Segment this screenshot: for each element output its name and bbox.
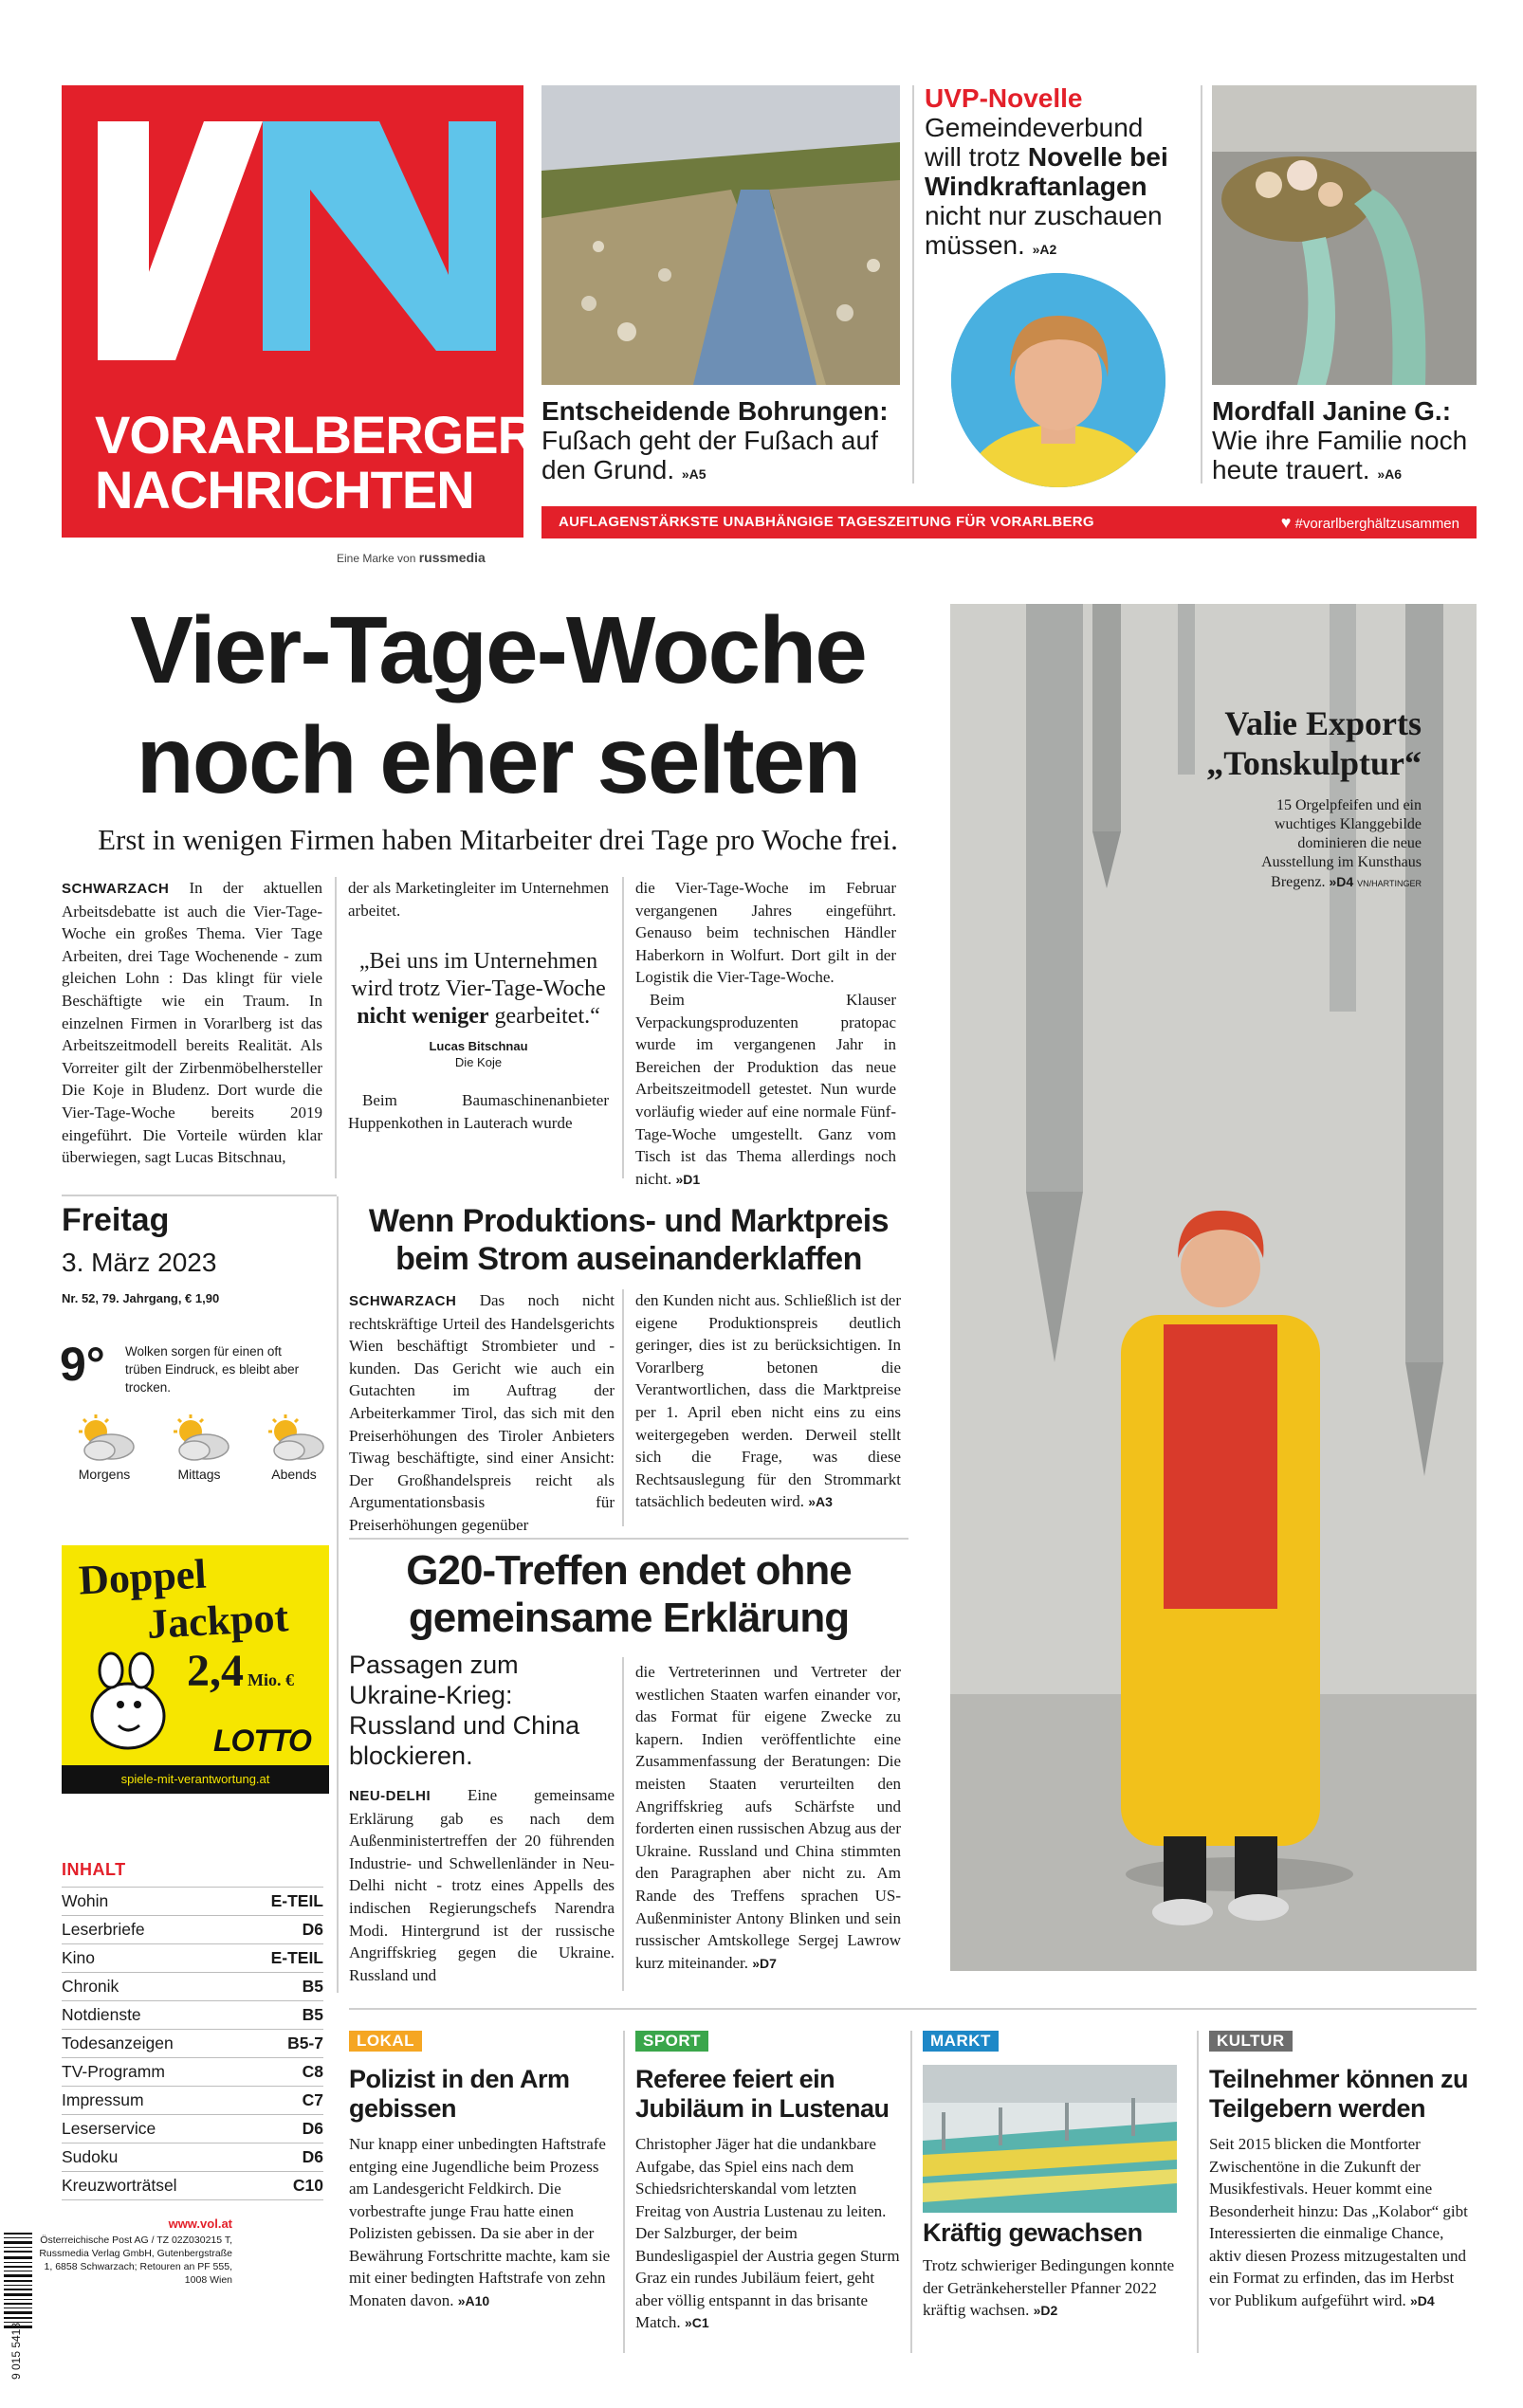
tag-lokal[interactable]: LOKAL <box>349 2031 422 2052</box>
photo-credit: VN/HARTINGER <box>1357 879 1422 888</box>
tagline-bar <box>541 506 1477 538</box>
wreath-illustration <box>1212 85 1477 385</box>
g20-subhead: Passagen zum Ukraine-Krieg: Russland und China blockieren. <box>349 1651 580 1770</box>
strom-col-1 <box>349 1289 615 1537</box>
lokal-ref: »A10 <box>457 2292 490 2308</box>
inhalt-label: Leserservice <box>62 2119 156 2138</box>
sun-cloud-icon <box>166 1413 232 1462</box>
imprint-text: Österreichische Post AG / TZ 02Z030215 T, Russmedia Verlag GmbH, Gutenbergstraße 1, 6858 Schwarzach; Retouren an PF 555, 1008 Wien <box>39 2235 232 2286</box>
lead-col-1-text: In der aktuellen Arbeitsdebatte ist auch die Vier-Tage-Woche ein großes Thema. Vier Tage Arbeiten, drei Tage Wochenende - zum gleichen Lohn : Das klingt für viele Beschäftigte wie ein Traum. In einzelnen Firmen in Vorarlberg ist das Arbeitszeitmodell bereits Realität. Als Vorreiter gilt der Zirbenmöbelhersteller Die Koje in Bludenz. Dort wurde die Vier-Tage-Woche bereits 2019 eingeführt. Die Vorteile würden klar überwiegen, sagt Lucas Bitschnau, <box>62 879 322 1167</box>
inhalt-label: Notdienste <box>62 2005 141 2024</box>
inhalt-row[interactable] <box>62 2001 323 2030</box>
weather-morning <box>62 1413 147 1482</box>
lead-col-3b-text: Beim Klauser Verpackungsproduzenten pratopac wurde im vergangenen Jahr in Bereichen der Produktion das neue Arbeitszeitmodell getestet. Nun wurde vorläufig wieder auf eine normale Fünf-Tage-Woche umgestellt. Ganz vom Tisch ist das Thema allerdings noch nicht. <box>635 990 896 1188</box>
lead-dateline: SCHWARZACH <box>62 881 170 897</box>
lokal-title[interactable]: Polizist in den Arm gebissen <box>349 2065 570 2123</box>
weather-midday <box>156 1413 242 1482</box>
tag-kultur[interactable]: KULTUR <box>1209 2031 1293 2052</box>
inhalt-row[interactable] <box>62 2058 323 2087</box>
divider <box>622 877 624 1178</box>
date-weekday: Freitag <box>62 1202 170 1238</box>
inhalt-row[interactable] <box>62 2143 323 2172</box>
hashtag[interactable] <box>1281 513 1459 533</box>
inhalt-row[interactable] <box>62 1973 323 2001</box>
weather-slot-label: Abends <box>271 1467 317 1482</box>
inhalt-page: B5-7 <box>287 2034 323 2052</box>
g20-col-2-text: die Vertreterinnen und Vertreter der westlichen Staaten warfen einander vor, das Format für eigene Zwecke zu kapern. Indien veröffentlichte eine Zusammenfassung der Beratungen: Die meisten Staaten verurteilten den Angriffskrieg aufs Schärfste und forderten einen russischen Abzug aus der Ukraine. Russland und China stimmten den Paragraphen aber nicht zu. Am Rande des Treffens sprachen US-Außenminister Antony Blinken und sein russischer Amtskollege Sergej Lawrow kurz miteinander. <box>635 1663 901 1972</box>
teaser-fussach[interactable] <box>541 396 900 489</box>
brand-note <box>337 550 486 565</box>
markt-title[interactable]: Kräftig gewachsen <box>923 2218 1143 2247</box>
divider <box>622 1657 624 1991</box>
bottling-illustration <box>923 2065 1177 2213</box>
weather-slot-label: Morgens <box>78 1467 131 1482</box>
lead-subhead: Erst in wenigen Firmen haben Mitarbeiter drei Tage pro Woche frei. <box>98 823 898 856</box>
lead-col-3b <box>635 989 896 1191</box>
inhalt-label: Kino <box>62 1948 96 1967</box>
teaser-uvp[interactable] <box>925 83 1183 265</box>
issue-info: Nr. 52, 79. Jahrgang, € 1,90 <box>62 1291 220 1305</box>
photo-tonskulptur[interactable] <box>950 604 1477 1971</box>
divider <box>349 1538 908 1540</box>
lokal-text <box>349 2133 616 2312</box>
inhalt-row[interactable] <box>62 1888 323 1916</box>
kultur-title[interactable]: Teilnehmer können zu Teilgebern werden <box>1209 2065 1469 2123</box>
quote-org: Die Koje <box>454 1055 503 1070</box>
inhalt-label: Todesanzeigen <box>62 2034 174 2052</box>
lokal-text-body: Nur knapp einer unbedingten Haftstrafe entging eine Jugendliche beim Prozess am Landesgericht Feldkirch. Die vorbestrafte junge Frau hatte einen Polizisten gebissen. Da sie aber in der Bewährung Fortschritte machte, kam sie mit einer bedingten Haftstrafe von zehn Monaten davon. <box>349 2135 611 2309</box>
divider <box>623 2031 625 2353</box>
teaser-uvp-text-a: Gemeindeverbund will trotz <box>925 113 1144 172</box>
g20-col-2 <box>635 1661 901 1975</box>
inhalt-row[interactable] <box>62 2115 323 2143</box>
quote-bold: nicht weniger <box>357 1004 489 1030</box>
portrait-illustration <box>951 273 1165 487</box>
quote-author: Lucas Bitschnau <box>429 1039 528 1054</box>
teaser-fussach-ref: »A5 <box>681 466 706 482</box>
lead-headline-1: Vier-Tage-Woche <box>130 597 866 703</box>
strom-col-2-text: den Kunden nicht aus. Schließlich ist der eigene Produktionspreis deutlich geringer, dies ist zu berücksichtigen. In Vorarlberg betonen die Verantwortlichen, dass die Marktpreise per 1. April eben nicht eins zu eins weitergegeben werden. Derweil stellt sich die Frage, was diese Rechtsauslegung für den Strommarkt tatsächlich bedeuten wird. <box>635 1291 901 1511</box>
inhalt-label: Sudoku <box>62 2147 119 2166</box>
divider <box>335 877 337 1178</box>
photo-memorial-wreath[interactable] <box>1212 85 1477 385</box>
inhalt-label: Chronik <box>62 1977 119 1996</box>
divider <box>912 85 914 483</box>
divider <box>1201 85 1202 483</box>
teaser-mordfall[interactable] <box>1212 396 1477 489</box>
teaser-mordfall-ref: »A6 <box>1377 466 1403 482</box>
divider <box>337 1196 339 1993</box>
teaser-uvp-ref: »A2 <box>1032 242 1057 257</box>
lead-col-3-text: die Vier-Tage-Woche im Februar vergangenen Jahres eingeführt. Genauso beim technischen Händler Haberkorn in Wolfurt. Dort gilt in der Logistik die Vier-Tage-Woche. <box>635 879 896 987</box>
lotto-brand: LOTTO <box>213 1724 311 1758</box>
teaser-uvp-bold: Novelle bei Windkraftanlagen <box>925 142 1168 201</box>
g20-dateline: NEU-DELHI <box>349 1788 431 1804</box>
inhalt-label: TV-Programm <box>62 2062 165 2081</box>
imprint-url[interactable]: www.vol.at <box>168 2216 232 2231</box>
inhalt-page: D6 <box>302 1920 323 1939</box>
inhalt-row[interactable] <box>62 1916 323 1944</box>
kultur-text-body: Seit 2015 blicken die Montforter Zwischentöne in die Zukunft der Musikfestivals. Heuer kommt eine Besonderheit hinzu: Das „Kolabor“ gibt Interessierten die einmalige Chance, aktiv diesen Prozess mitzugestalten und ein Format zu erfinden, das im Herbst vor Publikum aufgeführt wird. <box>1209 2135 1468 2309</box>
divider <box>910 2031 912 2353</box>
g20-headline[interactable] <box>349 1547 908 1642</box>
weather-slot-label: Mittags <box>177 1467 221 1482</box>
strom-col-1-text: Das noch nicht rechtskräftige Urteil des Handelsgerichts Wien beschäftigt Strombieter und -kunden. Das Gericht wie auch ein Gutachten im Auftrag der Arbeiterkammer Tirol, das sich mit den Preiserhöhungen des Tiroler Anbieters Tiwag beschäftigte, sind einer Ansicht: Der Großhandelspreis reicht als Argumentationsbasis für Preiserhöhungen gegenüber <box>349 1291 615 1534</box>
inhalt-page: C8 <box>302 2062 323 2081</box>
photo-markt-bottling[interactable] <box>923 2065 1177 2213</box>
inhalt-page: D6 <box>302 2119 323 2138</box>
lead-col-3 <box>635 877 896 1191</box>
photo-caption <box>1222 796 1422 893</box>
brand-note-prefix: Eine Marke von <box>337 552 416 565</box>
inhalt-label: Kreuzworträtsel <box>62 2176 177 2195</box>
quote-b: gearbeitet.“ <box>494 1004 600 1030</box>
photo-ref: »D4 <box>1329 874 1354 889</box>
lotto-amount-unit: Mio. € <box>248 1670 294 1689</box>
inhalt-page: C7 <box>302 2090 323 2109</box>
inhalt-title: INHALT <box>62 1860 126 1879</box>
sport-title[interactable]: Referee feiert ein Jubiläum in Lustenau <box>635 2065 890 2123</box>
tag-markt[interactable]: MARKT <box>923 2031 999 2052</box>
g20-headline-2: gemeinsame Erklärung <box>408 1595 850 1641</box>
inhalt-row[interactable] <box>62 1944 323 1973</box>
pull-quote <box>348 948 609 1031</box>
logo-line-1: VORARLBERGER <box>95 405 536 465</box>
divider <box>622 1289 624 1526</box>
photo-title <box>1206 703 1422 783</box>
markt-text <box>923 2254 1190 2323</box>
hashtag-text: #vorarlberghältzusammen <box>1294 516 1459 532</box>
g20-ref: »D7 <box>752 1955 777 1971</box>
lead-col-1 <box>62 877 322 1169</box>
inhalt-label: Wohin <box>62 1891 109 1910</box>
photo-title-2: „Tonskulptur“ <box>1206 744 1422 782</box>
lead-headline[interactable] <box>62 595 934 815</box>
lead-ref: »D1 <box>675 1171 701 1187</box>
g20-col-1 <box>349 1784 615 1986</box>
strom-headline-1: Wenn Produktions- und Marktpreis <box>368 1203 890 1239</box>
g20-col-1-text: Eine gemeinsame Erklärung gab es nach dem Außenministertreffen der 20 führenden Industrie- und Schwellenländer in Neu-Delhi nicht - trotz eines Appells des indischen Regierungschefs Narendra Modi. Hintergrund ist der russische Angriffskrieg gegen die Ukraine. Russland und <box>349 1786 615 1984</box>
sport-text-body: Christopher Jäger hat die undankbare Aufgabe, das Spiel eins nach dem Schiedsrichterskandal vom letzten Freitag von Austria Lustenau zu leiten. Der Salzburger, der beim Bundesligaspiel der Austria gegen Sturm Graz ein rundes Jubiläum feiert, geht aber völlig entspannt in das brisante Match. <box>635 2135 900 2331</box>
photo-title-1: Valie Exports <box>1224 704 1422 742</box>
creek-illustration <box>541 85 900 385</box>
brand-note-brand: russmedia <box>418 550 486 565</box>
lead-col-2 <box>348 877 609 1134</box>
kultur-text <box>1209 2133 1477 2312</box>
sport-ref: »C1 <box>684 2315 709 2330</box>
inhalt-page: B5 <box>302 2005 323 2024</box>
teaser-fussach-title: Entscheidende Bohrungen: <box>541 396 889 426</box>
date-full: 3. März 2023 <box>62 1248 217 1277</box>
inhalt-row[interactable] <box>62 2087 323 2115</box>
logo-line-2: NACHRICHTEN <box>95 460 474 520</box>
teaser-fussach-text: Fußach geht der Fußach auf den Grund. <box>541 426 878 484</box>
lotto-amount <box>187 1645 294 1697</box>
strom-headline[interactable] <box>349 1202 908 1278</box>
strom-ref: »A3 <box>808 1494 833 1510</box>
divider <box>349 2008 1477 2010</box>
portrait-circle[interactable] <box>951 273 1165 487</box>
teaser-uvp-text-b: nicht nur zuschauen müssen. <box>925 201 1163 260</box>
barcode-number: 9 015 5413 <box>9 2322 23 2381</box>
g20-headline-1: G20-Treffen endet ohne <box>406 1547 852 1594</box>
lotto-line-2: Jackpot <box>145 1594 290 1648</box>
divider <box>1197 2031 1199 2353</box>
lotto-mascot-icon <box>73 1650 182 1754</box>
weather-evening <box>251 1413 337 1482</box>
lead-headline-2: noch eher selten <box>136 707 860 813</box>
weather-icons <box>62 1413 337 1488</box>
strom-col-2 <box>635 1289 901 1514</box>
inhalt-label: Impressum <box>62 2090 144 2109</box>
markt-text-body: Trotz schwieriger Bedingungen konnte der Getränkehersteller Pfanner 2022 kräftig wachsen. <box>923 2256 1175 2319</box>
lead-col-2-bottom: Beim Baumaschinenanbieter Huppenkothen in Lauterach wurde <box>348 1091 609 1132</box>
tagline: AUFLAGENSTÄRKSTE UNABHÄNGIGE TAGESZEITUNG FÜR VORARLBERG <box>559 514 1094 530</box>
inhalt-page: B5 <box>302 1977 323 1996</box>
kultur-ref: »D4 <box>1410 2292 1435 2308</box>
inhalt-label: Leserbriefe <box>62 1920 145 1939</box>
divider <box>62 1195 337 1196</box>
heart-icon: ♥ <box>1280 513 1292 532</box>
teaser-mordfall-title: Mordfall Janine G.: <box>1212 396 1452 426</box>
quote-a: „Bei uns im Unternehmen wird trotz Vier-Tage-Woche <box>351 949 606 1002</box>
inhalt-row[interactable] <box>62 2172 323 2200</box>
teaser-mordfall-text: Wie ihre Familie noch heute trauert. <box>1212 426 1468 484</box>
photo-caption-text: 15 Orgelpfeifen und ein wuchtiges Klanggebilde dominieren die neue Ausstellung im Kunsthaus Bregenz. <box>1261 797 1422 890</box>
photo-fussach-creek[interactable] <box>541 85 900 385</box>
strom-headline-2: beim Strom auseinanderklaffen <box>395 1241 862 1277</box>
markt-ref: »D2 <box>1033 2303 1058 2318</box>
inhalt-list <box>62 1887 323 2200</box>
lotto-line-1: Doppel <box>77 1550 208 1604</box>
lotto-ad[interactable] <box>62 1545 329 1794</box>
tag-sport[interactable]: SPORT <box>635 2031 708 2052</box>
sun-cloud-icon <box>261 1413 327 1462</box>
lead-col-2-top: der als Marketingleiter im Unternehmen arbeitet. <box>348 879 609 920</box>
weather-temp: 9° <box>60 1338 105 1391</box>
lotto-footer-bar <box>62 1765 329 1794</box>
inhalt-page: D6 <box>302 2147 323 2166</box>
inhalt-page: C10 <box>292 2176 323 2195</box>
sun-cloud-icon <box>71 1413 138 1462</box>
inhalt-page: E-TEIL <box>270 1891 323 1910</box>
weather-text: Wolken sorgen für einen oft trüben Eindruck, es bleibt aber trocken. <box>125 1344 300 1395</box>
sport-text <box>635 2133 903 2335</box>
vn-logo[interactable] <box>62 85 536 538</box>
inhalt-page: E-TEIL <box>270 1948 323 1967</box>
lotto-amount-value: 2,4 <box>187 1646 244 1696</box>
lotto-footer: spiele-mit-verantwortung.at <box>120 1772 270 1786</box>
teaser-uvp-kicker: UVP-Novelle <box>925 83 1083 113</box>
vn-logo-mark <box>62 85 523 408</box>
strom-dateline: SCHWARZACH <box>349 1293 457 1309</box>
inhalt-row[interactable] <box>62 2030 323 2058</box>
